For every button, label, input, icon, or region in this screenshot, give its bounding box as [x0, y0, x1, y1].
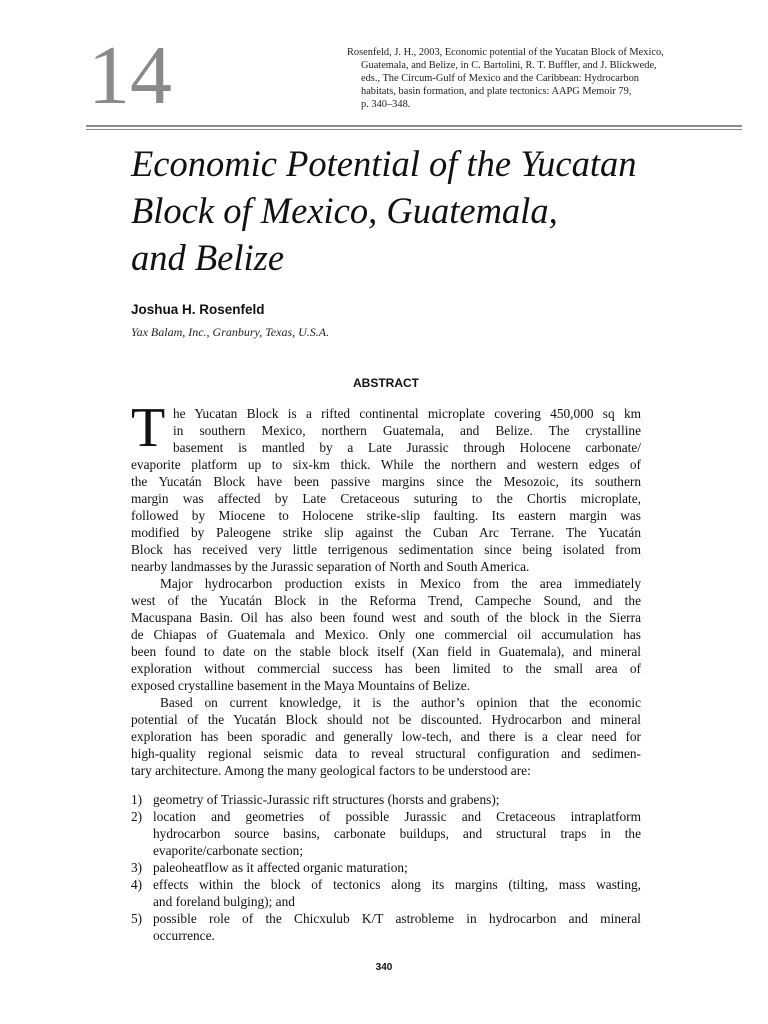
drop-cap: T — [131, 397, 166, 459]
list-item-line — [131, 927, 641, 944]
header-rule — [86, 125, 742, 127]
factor-list — [131, 791, 641, 944]
list-item-text: location and geometries of possible Jurassic and Cretaceous intraplatform — [153, 809, 641, 824]
abstract-line: margin was affected by Late Cretaceous suturing to the Chortis microplate, — [131, 491, 641, 506]
list-item-number: 4) — [131, 877, 143, 892]
list-item-text: occurrence. — [153, 928, 215, 943]
list-item-text: hydrocarbon source basins, carbonate buildups, and structural traps in the — [153, 826, 641, 841]
abstract-line: exploration without commercial success has been limited to the small area of — [131, 661, 641, 676]
citation-line: eds., The Circum-Gulf of Mexico and the Caribbean: Hydrocarbon — [361, 73, 639, 84]
title-line: and Belize — [131, 237, 285, 278]
abstract-line: followed by Miocene to Holocene strike-slip faulting. Its eastern margin was — [131, 508, 641, 523]
citation-line: habitats, basin formation, and plate tectonics: AAPG Memoir 79, — [361, 86, 632, 97]
list-item-number: 1) — [131, 792, 143, 807]
abstract-line: evaporite platform up to six-km thick. While the northern and western edges of — [131, 457, 641, 472]
list-item-line — [131, 825, 641, 842]
list-item-text: effects within the block of tectonics along its margins (tilting, mass wasting, — [153, 877, 641, 892]
abstract-line: in southern Mexico, northern Guatemala, and Belize. The crystalline — [173, 423, 641, 438]
abstract-line: exploration has been sporadic and generally low-tech, and there is a clear need for — [131, 729, 641, 744]
list-item-text: geometry of Triassic-Jurassic rift structures (horsts and grabens); — [153, 792, 500, 807]
author-affiliation: Yax Balam, Inc., Granbury, Texas, U.S.A. — [131, 325, 330, 339]
citation — [347, 46, 727, 111]
abstract-line: de Chiapas of Guatemala and Mexico. Only one commercial oil accumulation has — [131, 627, 641, 642]
list-item-line — [131, 859, 641, 876]
list-item-text: and foreland bulging); and — [153, 894, 295, 909]
list-item-line — [131, 910, 641, 927]
abstract-line: Block has received very little terrigenous sedimentation since being isolated from — [131, 542, 641, 557]
citation-line: Rosenfeld, J. H., 2003, Economic potential of the Yucatan Block of Mexico, — [347, 47, 664, 58]
abstract-line: Based on current knowledge, it is the author’s opinion that the economic — [160, 695, 641, 710]
chapter-number: 14 — [88, 29, 172, 122]
list-item-number: 3) — [131, 860, 143, 875]
list-item-text: paleoheatflow as it affected organic maturation; — [153, 860, 408, 875]
abstract-line: been found to date on the stable block itself (Xan field in Guatemala), and mineral — [131, 644, 641, 659]
list-item-line — [131, 876, 641, 893]
list-item-number: 2) — [131, 809, 143, 824]
abstract-line: basement is mantled by a Late Jurassic through Holocene carbonate/ — [173, 440, 641, 455]
abstract-line: he Yucatan Block is a rifted continental microplate covering 450,000 sq km — [173, 406, 641, 421]
abstract-line: modified by Paleogene strike slip against the Cuban Arc Terrane. The Yucatán — [131, 525, 641, 540]
list-item-line — [131, 808, 641, 825]
abstract-heading: ABSTRACT — [353, 376, 419, 390]
title-line: Block of Mexico, Guatemala, — [131, 190, 558, 231]
list-item-line — [131, 791, 641, 808]
author-name: Joshua H. Rosenfeld — [131, 302, 265, 317]
abstract-line: Macuspana Basin. Oil has also been found west and south of the block in the Sierra — [131, 610, 641, 625]
abstract-line: high-quality regional seismic data to reveal structural configuration and sedimen- — [131, 746, 641, 761]
title-line: Economic Potential of the Yucatan — [131, 143, 637, 184]
list-item-line — [131, 842, 641, 859]
citation-line: Guatemala, and Belize, in C. Bartolini, R. T. Buffler, and J. Blickwede, — [361, 60, 657, 71]
abstract-line: potential of the Yucatán Block should not be discounted. Hydrocarbon and mineral — [131, 712, 641, 727]
abstract-line: exposed crystalline basement in the Maya Mountains of Belize. — [131, 678, 471, 693]
list-item-text: evaporite/carbonate section; — [153, 843, 304, 858]
abstract-line: Major hydrocarbon production exists in Mexico from the area immediately — [160, 576, 641, 591]
abstract-line: west of the Yucatán Block in the Reforma Trend, Campeche Sound, and the — [131, 593, 641, 608]
list-item-line — [131, 893, 641, 910]
citation-line: p. 340–348. — [361, 99, 411, 110]
list-item-number: 5) — [131, 911, 143, 926]
header-rule-thin — [86, 129, 742, 130]
abstract-body — [131, 405, 641, 779]
list-item-text: possible role of the Chicxulub K/T astrobleme in hydrocarbon and mineral — [153, 911, 641, 926]
page-number: 340 — [375, 962, 393, 973]
abstract-line: nearby landmasses by the Jurassic separation of North and South America. — [131, 559, 530, 574]
abstract-line: tary architecture. Among the many geological factors to be understood are: — [131, 763, 531, 778]
abstract-line: the Yucatán Block have been passive margins since the Mesozoic, its southern — [131, 474, 641, 489]
paper-title — [131, 140, 731, 281]
